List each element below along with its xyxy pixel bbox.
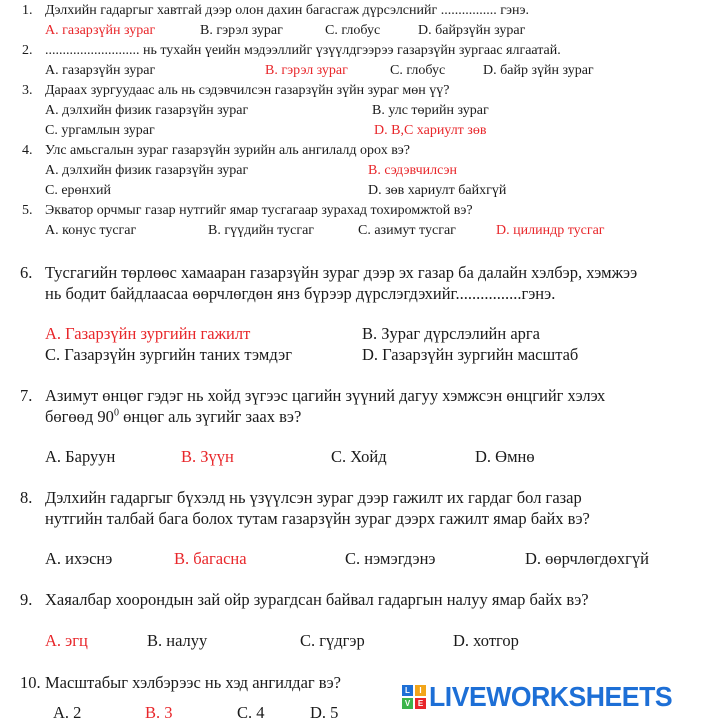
question-text: нутгийн талбай бага болох тутам газарзүйн зураг дээрх гажилт ямар байх вэ? [45, 509, 590, 528]
answer-option[interactable]: А. газарзүйн зураг [45, 23, 156, 38]
question-text: ........................... нь тухайн үеийн мэдээллийг үзүүлдгээрээ газарзүйн зургаас ялгаатай. [45, 43, 561, 58]
answer-option[interactable]: В. багасна [174, 549, 247, 568]
answer-option[interactable]: А. ихэснэ [45, 549, 113, 568]
question-text: Азимут өнцөг гэдэг нь хойд зүгээс цагийн зүүний дагуу хэмжсэн өнцгийг хэлэх [45, 386, 606, 405]
question-number: 2. [22, 43, 33, 58]
question-number: 10. [20, 673, 41, 692]
question-number: 8. [20, 488, 33, 507]
answer-option[interactable]: D. 5 [310, 703, 339, 722]
answer-option[interactable]: С. 4 [237, 703, 265, 722]
question-text: Экватор орчмыг газар нутгийг ямар тусгагаар зурахад тохиромжтой вэ? [45, 203, 473, 218]
answer-option[interactable]: С. гүдгэр [300, 631, 365, 650]
answer-option[interactable]: С. глобус [325, 23, 381, 38]
answer-option[interactable]: D. хотгор [453, 631, 519, 650]
answer-option[interactable]: А. эгц [45, 631, 88, 650]
answer-option[interactable]: D. Өмнө [475, 447, 535, 466]
question-text [45, 407, 301, 427]
question-text: Масштабыг хэлбэрээс нь хэд ангилдаг вэ? [45, 673, 341, 692]
answer-option[interactable]: В. гэрэл зураг [265, 63, 348, 78]
answer-option[interactable]: D. өөрчлөгдөхгүй [525, 549, 649, 568]
liveworksheets-logo [402, 681, 685, 713]
answer-option[interactable]: В. 3 [145, 703, 173, 722]
logo-wordmark: LIVEWORKSHEETS [429, 681, 673, 712]
answer-option[interactable]: В. Зүүн [181, 447, 234, 466]
logo-letter: L [402, 685, 413, 696]
question-text: нь бодит байдлаасаа өөрчлөгдөн янз бүрээр дүрслэгдэхийг................гэнэ. [45, 284, 556, 303]
answer-option[interactable]: С. Газарзүйн зургийн таних тэмдэг [45, 345, 293, 364]
answer-option[interactable]: С. азимут тусгаг [358, 223, 456, 238]
logo-mark-icon [402, 685, 426, 709]
question-number: 3. [22, 83, 33, 98]
answer-option[interactable]: D. зөв хариулт байхгүй [368, 183, 507, 198]
answer-option[interactable]: А. Газарзүйн зургийн гажилт [45, 324, 251, 343]
answer-option[interactable]: В. гэрэл зураг [200, 23, 283, 38]
answer-option[interactable]: D. Газарзүйн зургийн масштаб [362, 345, 579, 364]
answer-option[interactable]: В. Зураг дүрслэлийн арга [362, 324, 540, 343]
question-number: 9. [20, 590, 33, 609]
question-number: 7. [20, 386, 33, 405]
answer-option[interactable]: В. улс төрийн зураг [372, 103, 489, 118]
question-number: 1. [22, 3, 33, 18]
answer-option[interactable]: D. В,С хариулт зөв [374, 123, 487, 138]
question-text: Хаяалбар хоорондын зай ойр зурагдсан байвал гадаргын налуу ямар байх вэ? [45, 590, 589, 609]
answer-option[interactable]: D. байр зүйн зураг [483, 63, 594, 78]
question-text-part: өнцөг аль зүгийг заах вэ? [118, 407, 302, 426]
answer-option[interactable]: В. налуу [147, 631, 208, 650]
answer-option[interactable]: С. нэмэгдэнэ [345, 549, 436, 568]
question-number: 4. [22, 143, 33, 158]
answer-option[interactable]: А. дэлхийн физик газарзүйн зураг [45, 163, 249, 178]
question-text: Дэлхийн гадаргыг хавтгай дээр олон дахин багасгаж дүрсэлснийг ................ гэнэ. [45, 3, 529, 18]
answer-option[interactable]: А. конус тусгаг [45, 223, 137, 238]
question-text: Дараах зургуудаас аль нь сэдэвчилсэн газарзүйн зүйн зураг мөн үү? [45, 83, 450, 98]
answer-option[interactable]: С. ерөнхий [45, 183, 112, 198]
superscript: 0 [113, 407, 119, 419]
question-text-part: бөгөөд 90 [45, 407, 114, 426]
question-text: Улс амьсгалын зураг газарзүйн зурийн аль ангилалд орох вэ? [45, 143, 411, 158]
answer-option[interactable]: С. глобус [390, 63, 446, 78]
logo-letter: I [415, 685, 426, 696]
question-text: Дэлхийн гадаргыг бүхэлд нь үзүүлсэн зураг дээр гажилт их гардаг бол газар [45, 488, 582, 507]
question-text: Тусгагийн төрлөөс хамааран газарзүйн зураг дээр эх газар ба далайн хэлбэр, хэмжээ [45, 263, 638, 282]
answer-option[interactable]: С. ургамлын зураг [45, 123, 155, 138]
logo-letter: V [402, 698, 413, 709]
answer-option[interactable]: D. цилиндр тусгаг [496, 223, 605, 238]
answer-option[interactable]: А. газарзүйн зураг [45, 63, 156, 78]
answer-option[interactable]: А. дэлхийн физик газарзүйн зураг [45, 103, 249, 118]
answer-option[interactable]: С. Хойд [331, 447, 387, 466]
question-number: 6. [20, 263, 33, 282]
answer-option[interactable]: В. сэдэвчилсэн [368, 163, 457, 178]
logo-letter: E [415, 698, 426, 709]
answer-option[interactable]: А. Баруун [45, 447, 116, 466]
question-number: 5. [22, 203, 33, 218]
answer-option[interactable]: А. 2 [53, 703, 82, 722]
answer-option[interactable]: D. байрзүйн зураг [418, 23, 526, 38]
answer-option[interactable]: В. гүүдийн тусгаг [208, 223, 315, 238]
